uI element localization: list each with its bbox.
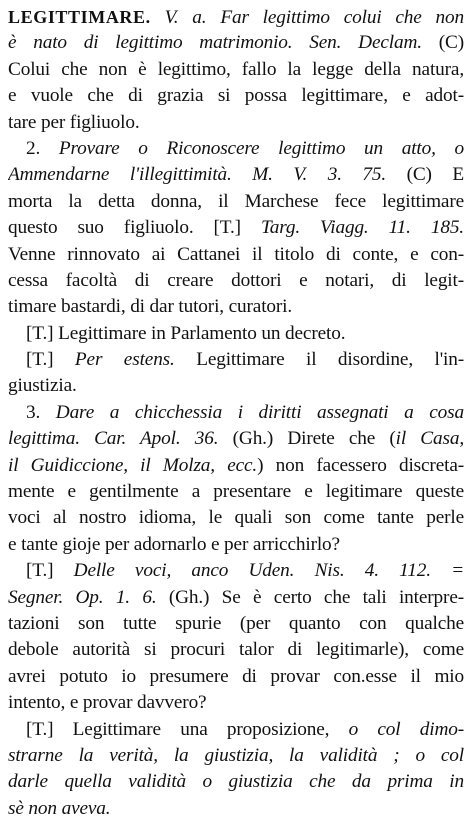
italic-segment: sè non aveva. xyxy=(8,797,111,819)
text-line xyxy=(8,242,464,268)
text-line xyxy=(8,532,464,558)
text-segment: timare bastardi, di dar tutori, curatori. xyxy=(8,296,293,318)
text-segment: ) non facessero discreta- xyxy=(257,454,464,476)
text-segment: questo suo figliuolo. [T.] xyxy=(8,217,261,239)
text-segment: mente e gentilmente a presentare e legitimare queste xyxy=(8,481,464,503)
italic-segment: Dare a chicchessia i diritti assegnati a cosa xyxy=(55,401,464,423)
text-line xyxy=(8,215,464,241)
text-line xyxy=(8,57,464,83)
text-segment: giustizia. xyxy=(8,375,77,397)
italic-segment: il Casa, xyxy=(395,428,464,450)
text-line xyxy=(8,400,464,426)
text-line xyxy=(8,30,464,56)
italic-segment: Delle voci, anco Uden. Nis. 4. 112. = xyxy=(73,560,464,582)
text-line xyxy=(8,769,464,795)
dictionary-entry xyxy=(8,4,464,822)
italic-segment: Per estens. xyxy=(74,349,175,371)
text-line xyxy=(8,373,464,399)
text-segment: voci al nostro idioma, le quali son come tante perle xyxy=(8,507,464,529)
text-line xyxy=(8,136,464,162)
text-line xyxy=(8,558,464,584)
text-segment: (Gh.) Se è certo che tali interpre- xyxy=(156,586,464,608)
text-line xyxy=(8,4,464,30)
text-line xyxy=(8,505,464,531)
italic-segment: Provare o Riconoscere legittimo un atto, o xyxy=(58,137,464,159)
text-segment: cessa facoltà di creare dottori e notari, di legit- xyxy=(8,269,464,291)
text-line xyxy=(8,426,464,452)
text-segment: e tante gioje per adornarlo e per arricchirlo? xyxy=(8,533,340,555)
grammar-label: V. a. xyxy=(164,7,207,28)
text-segment: Legittimare il disordine, l'in- xyxy=(174,349,464,371)
text-segment: (C) xyxy=(421,32,464,54)
text-line xyxy=(8,611,464,637)
text-segment: tare per figliuolo. xyxy=(8,111,140,133)
text-segment: morta la detta donna, il Marchese fece legittimare xyxy=(8,190,464,212)
text-segment: (C) E xyxy=(386,164,464,186)
italic-segment: Targ. Viagg. 11. 185. xyxy=(260,217,464,239)
text-line xyxy=(8,321,464,347)
text-line xyxy=(8,268,464,294)
text-segment: 3. xyxy=(26,401,56,423)
text-segment: [T.] xyxy=(26,349,75,371)
text-line xyxy=(8,796,464,822)
text-line xyxy=(8,479,464,505)
text-line xyxy=(8,347,464,373)
italic-segment: Far legittimo colui che non xyxy=(220,7,464,28)
headword: LEGITTIMARE. xyxy=(8,7,151,27)
text-segment: intento, e provar davvero? xyxy=(8,692,207,714)
text-segment: [T.] Legittimare una proposizione, xyxy=(26,718,349,740)
text-line xyxy=(8,189,464,215)
text-segment: tazioni son tutte spurie (per quanto con qualche xyxy=(8,612,464,634)
text-segment: (Gh.) Direte che ( xyxy=(218,428,396,450)
italic-segment: è nato di legittimo matrimonio. Sen. Declam. xyxy=(8,32,422,54)
text-segment: 2. xyxy=(26,137,59,159)
text-segment: Venne rinnovato ai Cattanei il titolo di conte, e con- xyxy=(8,243,464,265)
italic-segment: il Guidiccione, il Molza, ecc. xyxy=(8,454,258,476)
text-line xyxy=(8,690,464,716)
text-line xyxy=(8,717,464,743)
text-line xyxy=(8,453,464,479)
text-segment: [T.] xyxy=(26,560,74,582)
text-line xyxy=(8,110,464,136)
text-segment: Colui che non è legittimo, fallo la legge della natura, xyxy=(8,58,464,80)
italic-segment: strarne la verità, la giustizia, la validità ; o col xyxy=(8,744,464,766)
italic-segment: legittima. Car. Apol. 36. xyxy=(8,428,219,450)
italic-segment: o col dimo- xyxy=(348,718,464,740)
italic-segment: Segner. Op. 1. 6. xyxy=(8,586,157,608)
text-segment: [T.] Legittimare in Parlamento un decreto. xyxy=(26,322,346,344)
text-line xyxy=(8,585,464,611)
text-line xyxy=(8,664,464,690)
italic-segment: Ammendarne l'illegittimità. M. V. 3. 75. xyxy=(8,164,387,186)
text-line xyxy=(8,162,464,188)
italic-segment: darle quella validità o giustizia che da prima in xyxy=(8,771,464,793)
text-segment: avrei potuto io presumere di provar con.esse il mio xyxy=(8,665,464,687)
text-line xyxy=(8,83,464,109)
text-segment: e vuole che di grazia si possa legittimare, e adot- xyxy=(8,85,464,107)
text-line xyxy=(8,637,464,663)
text-segment: debole autorità si procuri talor di legitimarle), come xyxy=(8,639,464,661)
text-line xyxy=(8,294,464,320)
text-line xyxy=(8,743,464,769)
